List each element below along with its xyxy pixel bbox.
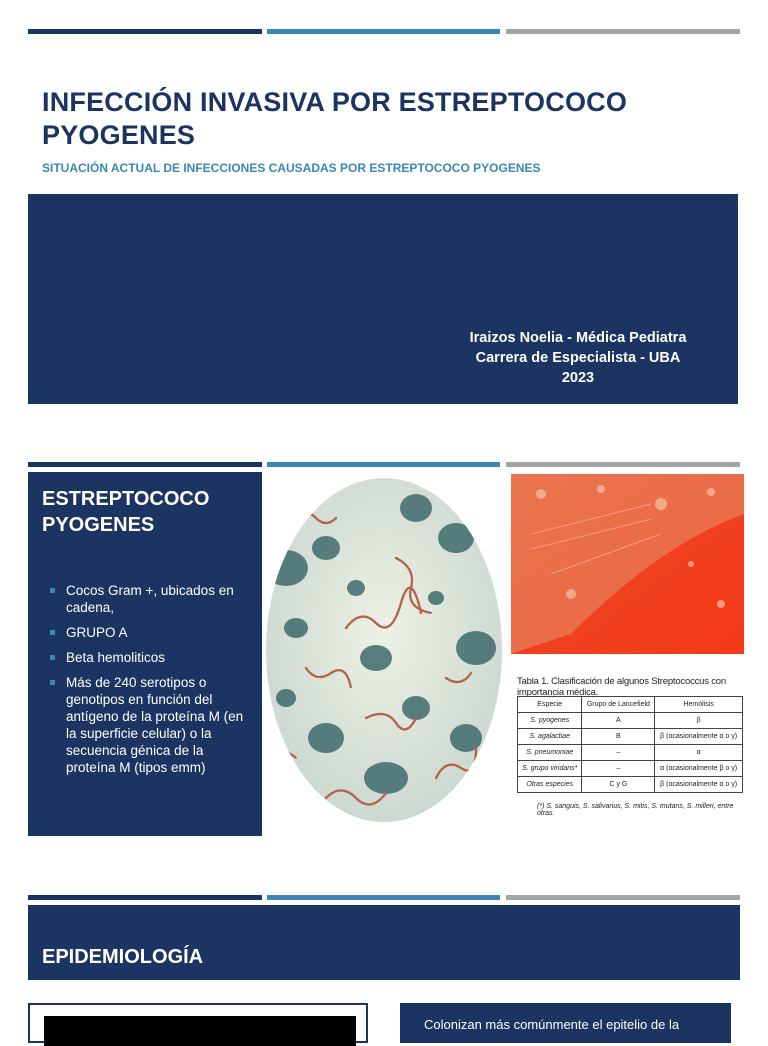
- table-row: [518, 713, 743, 729]
- table-header: Hemólisis: [655, 697, 743, 713]
- table-cell: B: [582, 729, 655, 745]
- bullet-list: [50, 582, 250, 784]
- list-item: Más de 240 serotipos o genotipos en función del antígeno de la proteína M (en la superficie celular) o la secuencia génica de la proteína M (tipos emm): [50, 674, 250, 776]
- table-header-row: [518, 697, 743, 713]
- blood-agar-image: [511, 474, 744, 654]
- accent-bar-dark: [28, 895, 262, 900]
- author-name: Iraizos Noelia - Médica Pediatra: [469, 330, 687, 346]
- accent-bar-teal: [267, 895, 500, 900]
- table-row: [518, 777, 743, 793]
- panel-heading: ESTREPTOCOCO PYOGENES: [42, 488, 210, 536]
- accent-bar-gray: [506, 29, 740, 34]
- author-block: [448, 328, 708, 388]
- section-heading: EPIDEMIOLOGÍA: [42, 946, 204, 968]
- table-header: Grupo de Lancefield: [582, 697, 655, 713]
- image-placeholder: [44, 1016, 356, 1046]
- table-cell: –: [582, 761, 655, 777]
- list-item: GRUPO A: [50, 624, 250, 641]
- author-program: Carrera de Especialista - UBA: [475, 350, 681, 366]
- table-cell: S. pneumoniae: [518, 745, 582, 761]
- table-footnote: (*) S. sanguis, S. salivarius, S. mitis, S. mutans, S. milleri, entre otras.: [537, 803, 734, 817]
- content-panel: [28, 472, 262, 836]
- section-header: [28, 905, 740, 980]
- accent-bar-teal: [267, 462, 500, 467]
- table-cell: Otras especies: [518, 777, 582, 793]
- micrograph-image: [266, 478, 502, 822]
- text-box: [400, 1003, 731, 1043]
- title-banner: [28, 194, 738, 404]
- slide-subtitle: SITUACIÓN ACTUAL DE INFECCIONES CAUSADAS POR ESTREPTOCOCO PYOGENES: [42, 161, 541, 175]
- table-cell: –: [582, 745, 655, 761]
- table-cell: C y G: [582, 777, 655, 793]
- list-item: Cocos Gram +, ubicados en cadena,: [50, 582, 250, 616]
- table-cell: α: [655, 745, 743, 761]
- table-row: [518, 761, 743, 777]
- accent-bar-dark: [28, 29, 262, 34]
- table-cell: β: [655, 713, 743, 729]
- table-cell: S. agalactiae: [518, 729, 582, 745]
- table-cell: A: [582, 713, 655, 729]
- author-year: 2023: [561, 370, 595, 386]
- list-item: Beta hemoliticos: [50, 649, 250, 666]
- streptococcus-table: [517, 696, 743, 793]
- accent-bar-dark: [28, 462, 262, 467]
- table-cell: S. grupo viridans*: [518, 761, 582, 777]
- accent-bar-teal: [267, 29, 500, 34]
- table-row: [518, 729, 743, 745]
- table-caption: Tabla 1. Clasificación de algunos Streptococcus con importancia médica.: [517, 676, 726, 698]
- table-cell: β (ocasionalmente α o γ): [655, 777, 743, 793]
- accent-bar-gray: [506, 895, 740, 900]
- table-header: Especie: [518, 697, 582, 713]
- text-box-content: Colonizan más comúnmente el epitelio de la: [424, 1017, 680, 1032]
- table-cell: S. pyogenes: [518, 713, 582, 729]
- table-cell: α (ocasionalmente β o γ): [655, 761, 743, 777]
- slide-title: INFECCIÓN INVASIVA POR ESTREPTOCOCO PYOGENES: [42, 87, 628, 150]
- table-row: [518, 745, 743, 761]
- image-frame: [28, 1003, 368, 1043]
- accent-bar-gray: [506, 462, 740, 467]
- table-cell: β (ocasionalmente α o γ): [655, 729, 743, 745]
